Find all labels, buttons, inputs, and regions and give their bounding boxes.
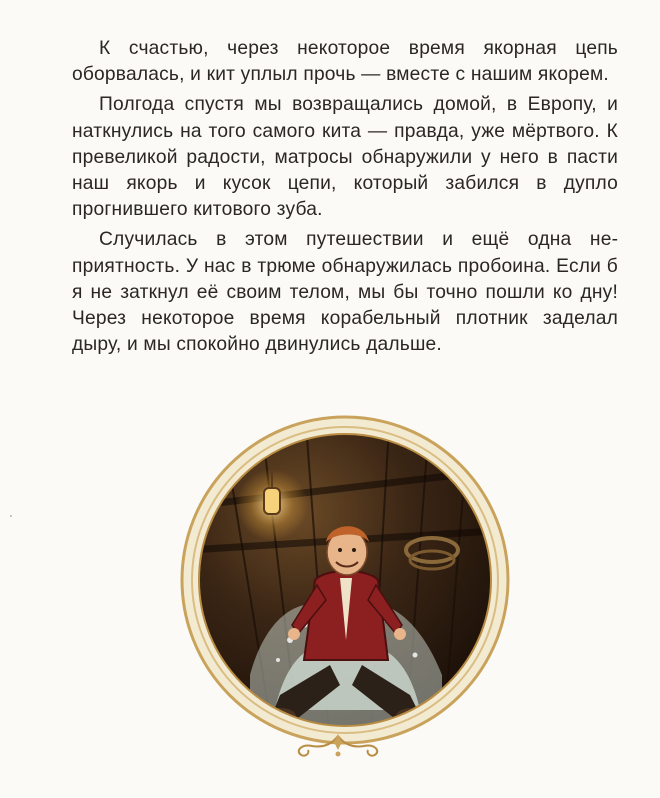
ornament-scroll-icon (282, 730, 394, 760)
paper-speck (10, 515, 12, 517)
paragraph-2: Полгода спустя мы возвращались домой, в Европу, и наткнулись на того самого кита — правда, уже мёртвого. К превеликой радости, матросы обнаружили у него в пасти наш якорь и кусок цепи, который забился в дупло прогнившего китового зуба. (72, 94, 618, 221)
paragraph-3: Случилась в этом путешествии и ещё одна неприятность. У нас в трюме обнаружилась пробоина. Если б я не заткнул её своим телом, мы бы точно пошли ко дну! Через некоторое время корабельный плотник заделал дыру, и мы спокойно двинулись дальше. (72, 229, 618, 356)
story-text (72, 36, 618, 362)
illustration-baron-plugging-hole-icon (180, 410, 524, 750)
paragraph-1: К счастью, через некоторое время якорная цепь оборвалась, и кит уплыл прочь — вместе с нашим якорем. (72, 38, 618, 86)
